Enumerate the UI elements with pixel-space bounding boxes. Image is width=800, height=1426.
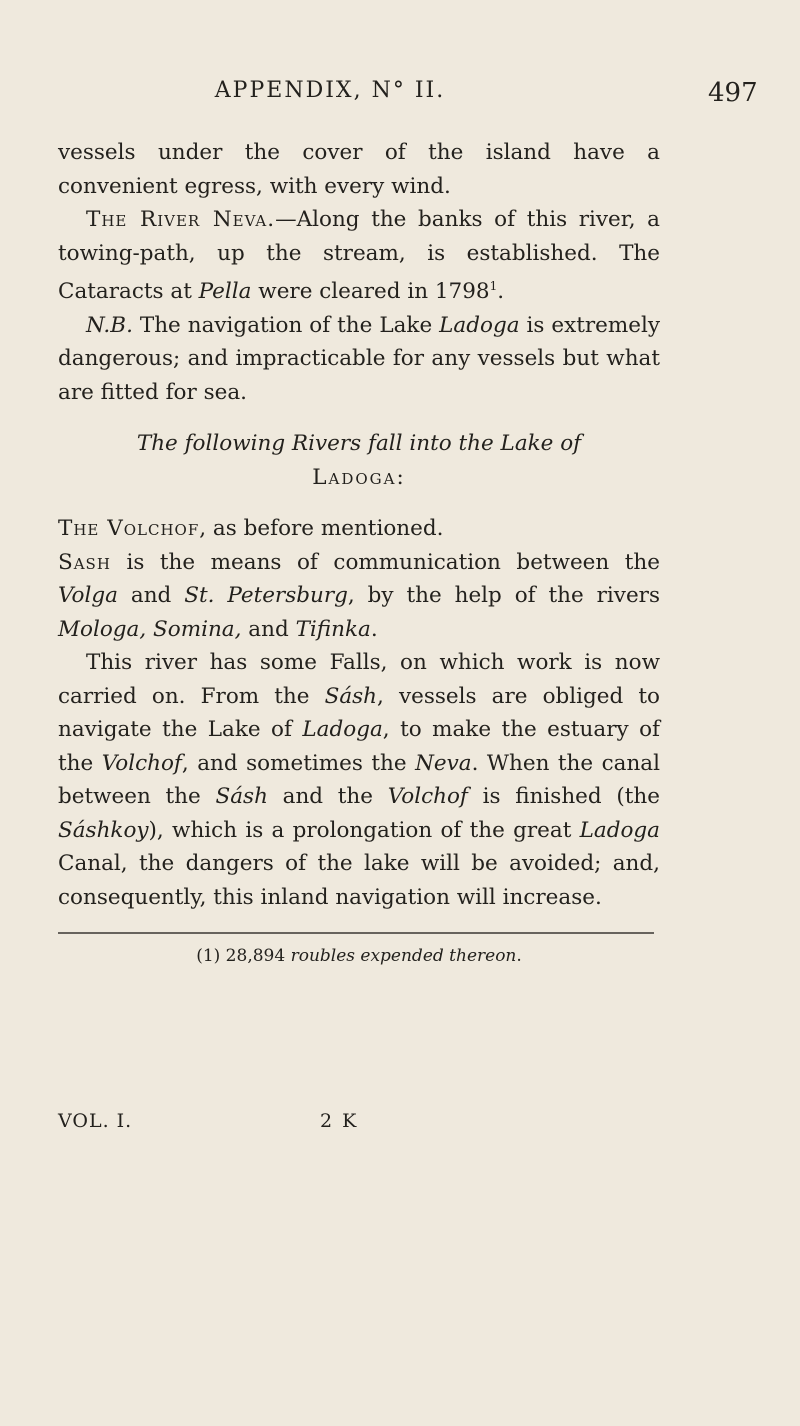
- neva-tail: were cleared in 1798: [251, 279, 490, 305]
- nb-label: N.B.: [86, 312, 133, 338]
- volchof-name-3: Volchof: [387, 784, 468, 810]
- section-heading-line1: The following Rivers fall into the Lake of: [136, 431, 582, 457]
- mologa-somina-names: Mologa, Somina,: [58, 616, 242, 642]
- falls-text-e: . When the canal between the: [58, 750, 661, 810]
- falls-text-g: is finished (the: [467, 784, 660, 810]
- ladoga-name: Ladoga: [439, 312, 520, 338]
- neva-end: .: [497, 279, 505, 305]
- sash-heading: Sash: [58, 549, 111, 575]
- footnote-number: (1): [196, 946, 221, 967]
- volchof-heading: The Volchof: [58, 516, 200, 542]
- page-number: 497: [708, 78, 758, 108]
- neva-name-2: Neva: [415, 750, 472, 776]
- falls-text-c: , to make the estuary of the: [58, 717, 660, 776]
- volchof-name-2: Volchof: [101, 750, 182, 776]
- pella-name: Pella: [198, 279, 252, 305]
- footnote: [58, 944, 660, 968]
- and-word-2: and: [241, 616, 296, 642]
- sash-text: is the means of communication between the: [110, 549, 660, 575]
- footnote-text-b: .: [516, 946, 522, 967]
- footnote-ref: 1: [489, 279, 498, 293]
- ladoga-name-2: Ladoga: [302, 717, 383, 743]
- paragraph-vessels-text: vessels under the cover of the island have a convenient egress, with every wind.: [58, 140, 660, 199]
- falls-text-a: This river has some Falls, on which work is now carried on. From the: [58, 650, 660, 709]
- page-footer: [58, 1110, 658, 1140]
- paragraph-neva: [58, 203, 660, 309]
- volchof-text: , as before mentioned.: [199, 516, 444, 542]
- paragraph-sash: [58, 546, 660, 647]
- tifinka-name: Tifinka: [295, 616, 371, 642]
- and-word: and: [117, 583, 185, 609]
- paragraph-volchof: [58, 512, 660, 546]
- sash-name-2: Sásh: [215, 784, 268, 810]
- paragraph-nb: [58, 309, 660, 410]
- sash-mid: , by the help of the rivers: [347, 583, 660, 609]
- volume-label: VOL. I.: [58, 1110, 133, 1132]
- page-body: [58, 136, 660, 968]
- volga-name: Volga: [58, 583, 118, 609]
- footnote-text-a: 28,894: [220, 946, 291, 967]
- nb-tail: is extremely dangerous; and impracticable for any vessels but what are fitted for sea.: [58, 312, 661, 405]
- page-header: [0, 78, 800, 118]
- falls-text-b: , vessels are obliged to navigate the Lake of: [58, 683, 660, 743]
- section-heading-line2: Ladoga:: [312, 464, 406, 490]
- period: .: [370, 616, 378, 642]
- falls-text-i: Canal, the dangers of the lake will be avoided; and, consequently, this inland navigation will increase.: [58, 851, 660, 910]
- petersburg-name: St. Petersburg: [184, 583, 348, 609]
- neva-heading: The River Neva.: [86, 207, 276, 232]
- paragraph-falls: [58, 646, 660, 914]
- falls-text-f: and the: [267, 784, 388, 810]
- ladoga-name-3: Ladoga: [579, 817, 660, 843]
- signature-mark: 2 K: [320, 1110, 359, 1132]
- footnote-roubles: roubles expended thereon: [290, 946, 517, 967]
- sashkoy-name: Sáshkoy: [58, 817, 149, 843]
- section-heading: [58, 427, 660, 494]
- running-head: APPENDIX, N° II.: [214, 78, 446, 103]
- paragraph-vessels: [58, 136, 660, 203]
- falls-text-h: ), which is a prolongation of the great: [148, 817, 580, 843]
- sash-italic: Sásh: [324, 683, 378, 709]
- nb-text: The navigation of the Lake: [132, 312, 440, 338]
- falls-text-d: , and sometimes the: [181, 750, 416, 776]
- footnote-divider: [58, 932, 654, 934]
- neva-text: —Along the banks of this river, a towing-path, up the stream, is established. The Cataracts at: [58, 207, 660, 305]
